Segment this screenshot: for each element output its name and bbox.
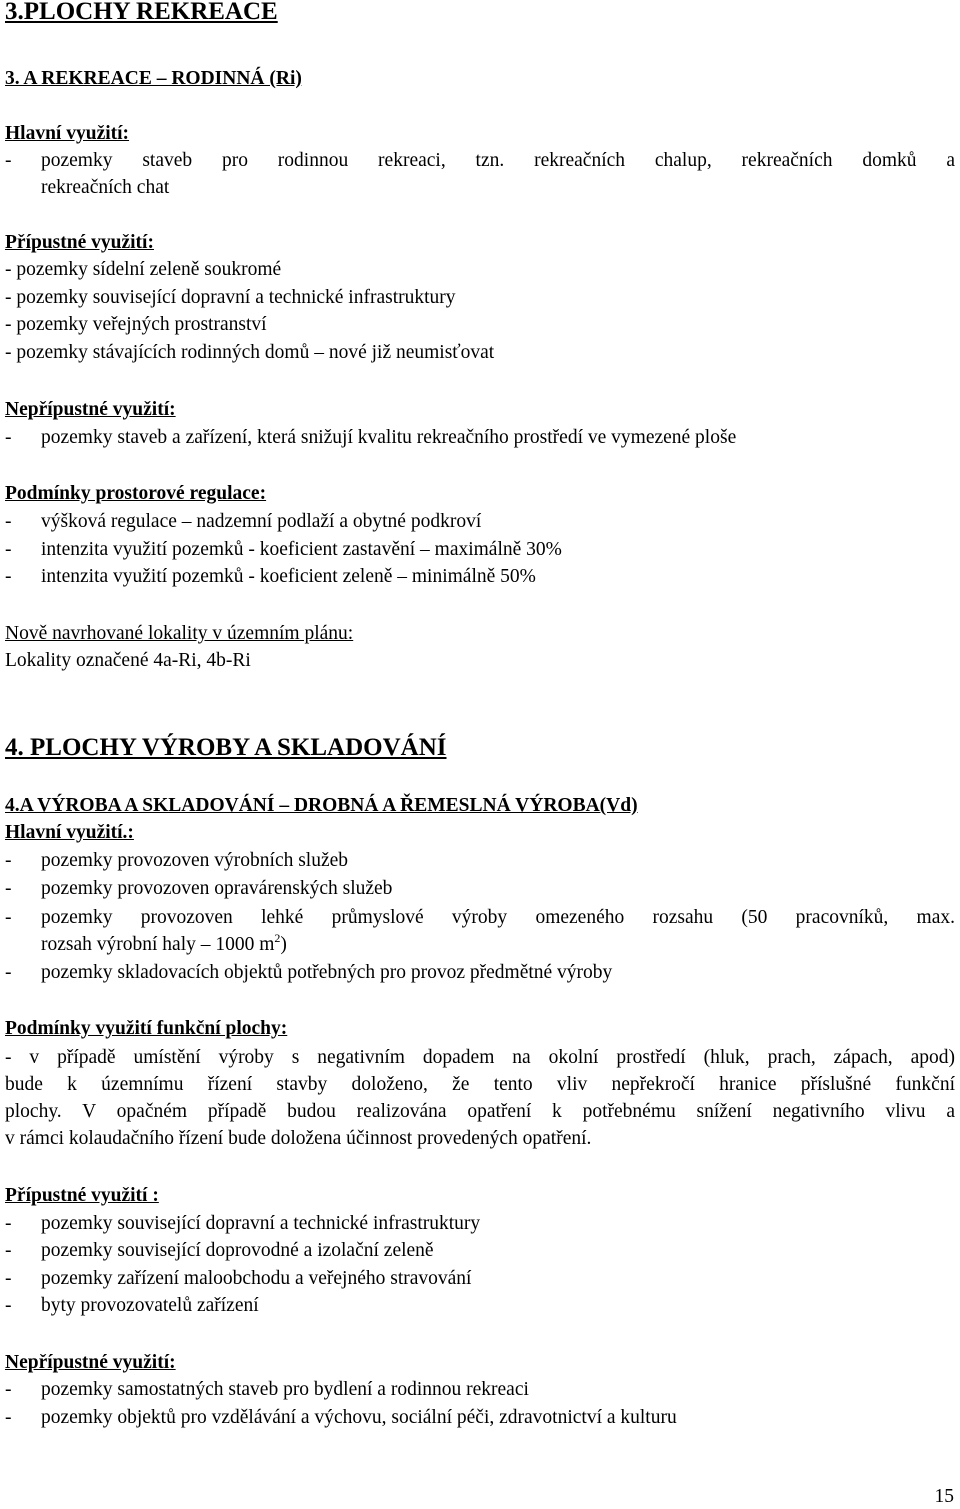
section4-permitted-heading: Přípustné využití :	[5, 1185, 159, 1206]
section3-subtitle: 3. A REKREACE – RODINNÁ (Ri)	[5, 68, 302, 89]
section3-new-localities-text: Lokality označené 4a-Ri, 4b-Ri	[5, 650, 251, 671]
section3-main-use-paragraph	[5, 147, 955, 201]
section4-main-use-item3-line2a: rozsah výrobní haly – 1000 m	[41, 934, 275, 955]
section3-conditions-item: - intenzita využití pozemků - koeficient zeleně – minimálně 50%	[5, 566, 536, 587]
section3-permitted-item: - pozemky související dopravní a technické infrastruktury	[5, 287, 456, 308]
section4-subtitle: 4.A VÝROBA A SKLADOVÁNÍ – DROBNÁ A ŘEMESLNÁ VÝROBA(Vd)	[5, 795, 638, 816]
section4-main-use-heading: Hlavní využití.:	[5, 822, 134, 843]
section3-main-use-line1: - pozemky staveb pro rodinnou rekreaci, tzn. rekreačních chalup, rekreačních domků a	[5, 150, 955, 171]
section4-main-use-item3-line2	[41, 933, 287, 957]
section4-permitted-item: - pozemky související doprovodné a izolační zeleně	[5, 1240, 434, 1261]
section4-permitted-item: - pozemky související dopravní a technické infrastruktury	[5, 1213, 481, 1234]
section4-permitted-item: - pozemky zařízení maloobchodu a veřejného stravování	[5, 1268, 472, 1289]
section4-forbidden-item: - pozemky objektů pro vzdělávání a výchovu, sociální péči, zdravotnictví a kulturu	[5, 1407, 677, 1428]
section3-main-use-heading: Hlavní využití:	[5, 123, 130, 144]
section4-permitted-item-text: pozemky související doprovodné a izolační zeleně	[41, 1240, 434, 1261]
section4-title: 4. PLOCHY VÝROBY A SKLADOVÁNÍ	[5, 734, 447, 761]
section4-main-use-item-text: pozemky skladovacích objektů potřebných pro provoz předmětné výroby	[41, 962, 613, 983]
section4-conditions-row: bude k územnímu řízení stavby doloženo, že tento vliv nepřekročí hranice příslušné funkční	[5, 1074, 955, 1095]
section4-permitted-item-text: pozemky zařízení maloobchodu a veřejného stravování	[41, 1268, 472, 1289]
section3-title: 3.PLOCHY REKREACE	[5, 0, 278, 25]
section3-new-localities-heading: Nově navrhované lokality v územním plánu:	[5, 623, 354, 644]
page-number: 15	[934, 1486, 954, 1507]
section4-forbidden-item-text: pozemky samostatných staveb pro bydlení a rodinnou rekreaci	[41, 1379, 529, 1400]
section4-permitted-item-text: byty provozovatelů zařízení	[41, 1295, 259, 1316]
section4-main-use-item-long	[5, 904, 955, 931]
section3-forbidden-heading: Nepřípustné využití:	[5, 399, 176, 420]
section4-conditions-heading: Podmínky využití funkční plochy:	[5, 1018, 288, 1039]
section3-conditions-item-text: intenzita využití pozemků - koeficient zeleně – minimálně 50%	[41, 566, 536, 587]
section3-main-use-line2: rekreačních chat	[41, 177, 170, 198]
section3-permitted-heading: Přípustné využití:	[5, 232, 154, 253]
section3-conditions-item-text: intenzita využití pozemků - koeficient zastavění – maximálně 30%	[41, 539, 562, 560]
section3-permitted-item: - pozemky sídelní zeleně soukromé	[5, 259, 282, 280]
section4-forbidden-item-text: pozemky objektů pro vzdělávání a výchovu, sociální péči, zdravotnictví a kulturu	[41, 1407, 677, 1428]
section4-main-use-item-text: pozemky provozoven opravárenských služeb	[41, 878, 393, 899]
section3-forbidden-item: - pozemky staveb a zařízení, která snižují kvalitu rekreačního prostředí ve vymezené ploše	[5, 427, 737, 448]
section4-permitted-item: - byty provozovatelů zařízení	[5, 1295, 259, 1316]
section4-main-use-item-text: pozemky provozoven výrobních služeb	[41, 850, 349, 871]
section4-conditions-paragraph	[5, 1044, 955, 1152]
section3-forbidden-item-text: pozemky staveb a zařízení, která snižují kvalitu rekreačního prostředí ve vymezené ploše	[41, 427, 737, 448]
section3-conditions-item: - výšková regulace – nadzemní podlaží a obytné podkroví	[5, 511, 482, 532]
section4-main-use-item: - pozemky provozoven výrobních služeb	[5, 850, 349, 871]
section3-conditions-heading: Podmínky prostorové regulace:	[5, 483, 267, 504]
section3-permitted-item: - pozemky stávajících rodinných domů – nové již neumisťovat	[5, 342, 495, 363]
section4-conditions-row: - v případě umístění výroby s negativním dopadem na okolní prostředí (hluk, prach, zápach, apod)	[5, 1047, 955, 1068]
section3-conditions-item-text: výšková regulace – nadzemní podlaží a obytné podkroví	[41, 511, 482, 532]
section4-main-use-item3-line1: - pozemky provozoven lehké průmyslové výroby omezeného rozsahu (50 pracovníků, max.	[5, 907, 955, 928]
section3-permitted-item: - pozemky veřejných prostranství	[5, 314, 267, 335]
section4-forbidden-item: - pozemky samostatných staveb pro bydlení a rodinnou rekreaci	[5, 1379, 529, 1400]
section4-forbidden-heading: Nepřípustné využití:	[5, 1352, 176, 1373]
section4-main-use-item3-line2b: )	[280, 934, 287, 955]
section3-main-use-line1-text: pozemky staveb pro rodinnou rekreaci, tzn. rekreačních chalup, rekreačních domků a	[41, 150, 955, 171]
section4-main-use-item3-line1-text: pozemky provozoven lehké průmyslové výroby omezeného rozsahu (50 pracovníků, max.	[41, 907, 955, 928]
section4-main-use-item: - pozemky provozoven opravárenských služeb	[5, 878, 393, 899]
section4-main-use-item: - pozemky skladovacích objektů potřebných pro provoz předmětné výroby	[5, 962, 613, 983]
section3-conditions-item: - intenzita využití pozemků - koeficient zastavění – maximálně 30%	[5, 539, 562, 560]
section4-main-use-item3-sup: 2	[274, 931, 281, 945]
section4-permitted-item-text: pozemky související dopravní a technické infrastruktury	[41, 1213, 481, 1234]
section4-conditions-row: v rámci kolaudačního řízení bude doložena účinnost provedených opatření.	[5, 1128, 592, 1149]
section4-conditions-row: plochy. V opačném případě budou realizována opatření k potřebnému snížení negativního vlivu a	[5, 1101, 955, 1122]
